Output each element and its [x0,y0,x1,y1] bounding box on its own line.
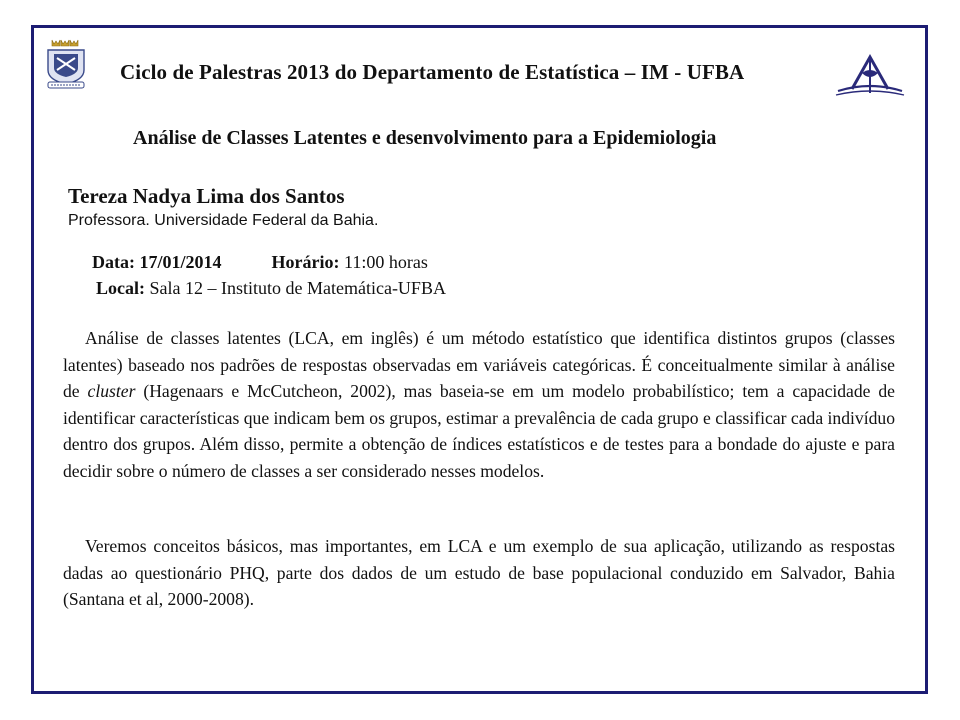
abstract-p1-part-1: Análise de classes latentes (LCA, em inglês) é um método estatístico que identifica distintos grupos (classes latentes) baseado nos padrões de respostas observadas em variáveis categóricas. É conceitualmente similar à análise de [63,328,895,401]
time-label: Horário: [271,252,340,272]
talk-title: Análise de Classes Latentes e desenvolvimento para a Epidemiologia [133,127,717,149]
abstract-paragraph-1 [63,325,895,484]
crowns [52,40,78,46]
abstract-p1-cluster-term: cluster [87,381,136,401]
date-value: 17/01/2014 [139,252,222,272]
event-series-title: Ciclo de Palestras 2013 do Departamento de Estatística – IM - UFBA [120,60,745,84]
date-time-line [92,252,428,273]
date-label: Data: [92,252,135,272]
location-label: Local: [96,278,145,298]
speaker-name: Tereza Nadya Lima dos Santos [68,184,345,208]
ufba-crest-icon [42,38,90,94]
location-value: Sala 12 – Instituto de Matemática-UFBA [149,278,446,298]
location-line [96,278,446,299]
speaker-affiliation: Professora. Universidade Federal da Bahia. [68,212,379,229]
abstract-paragraph-2: Veremos conceitos básicos, mas importantes, em LCA e um exemplo de sua aplicação, utilizando as respostas dadas ao questionário PHQ, parte dos dados de um estudo de base populacional conduzido em Salvador, Bahia (Santana et al, 2000-2008). [63,536,895,609]
abstract-p1-part-2: (Hagenaars e McCutcheon, 2002), mas baseia-se em um modelo probabilístico; tem a capacidade de identificar características que indicam bem os grupos, estimar a prevalência de cada grupo e classificar cada indivíduo dentro dos grupos. Além disso, permite a obtenção de índices estatísticos e de testes para a bondade do ajuste e para decidir sobre o número de classes a ser considerado nesses modelos. [63,381,895,481]
time-value: 11:00 horas [344,252,428,272]
statistics-department-logo-icon [834,51,906,99]
